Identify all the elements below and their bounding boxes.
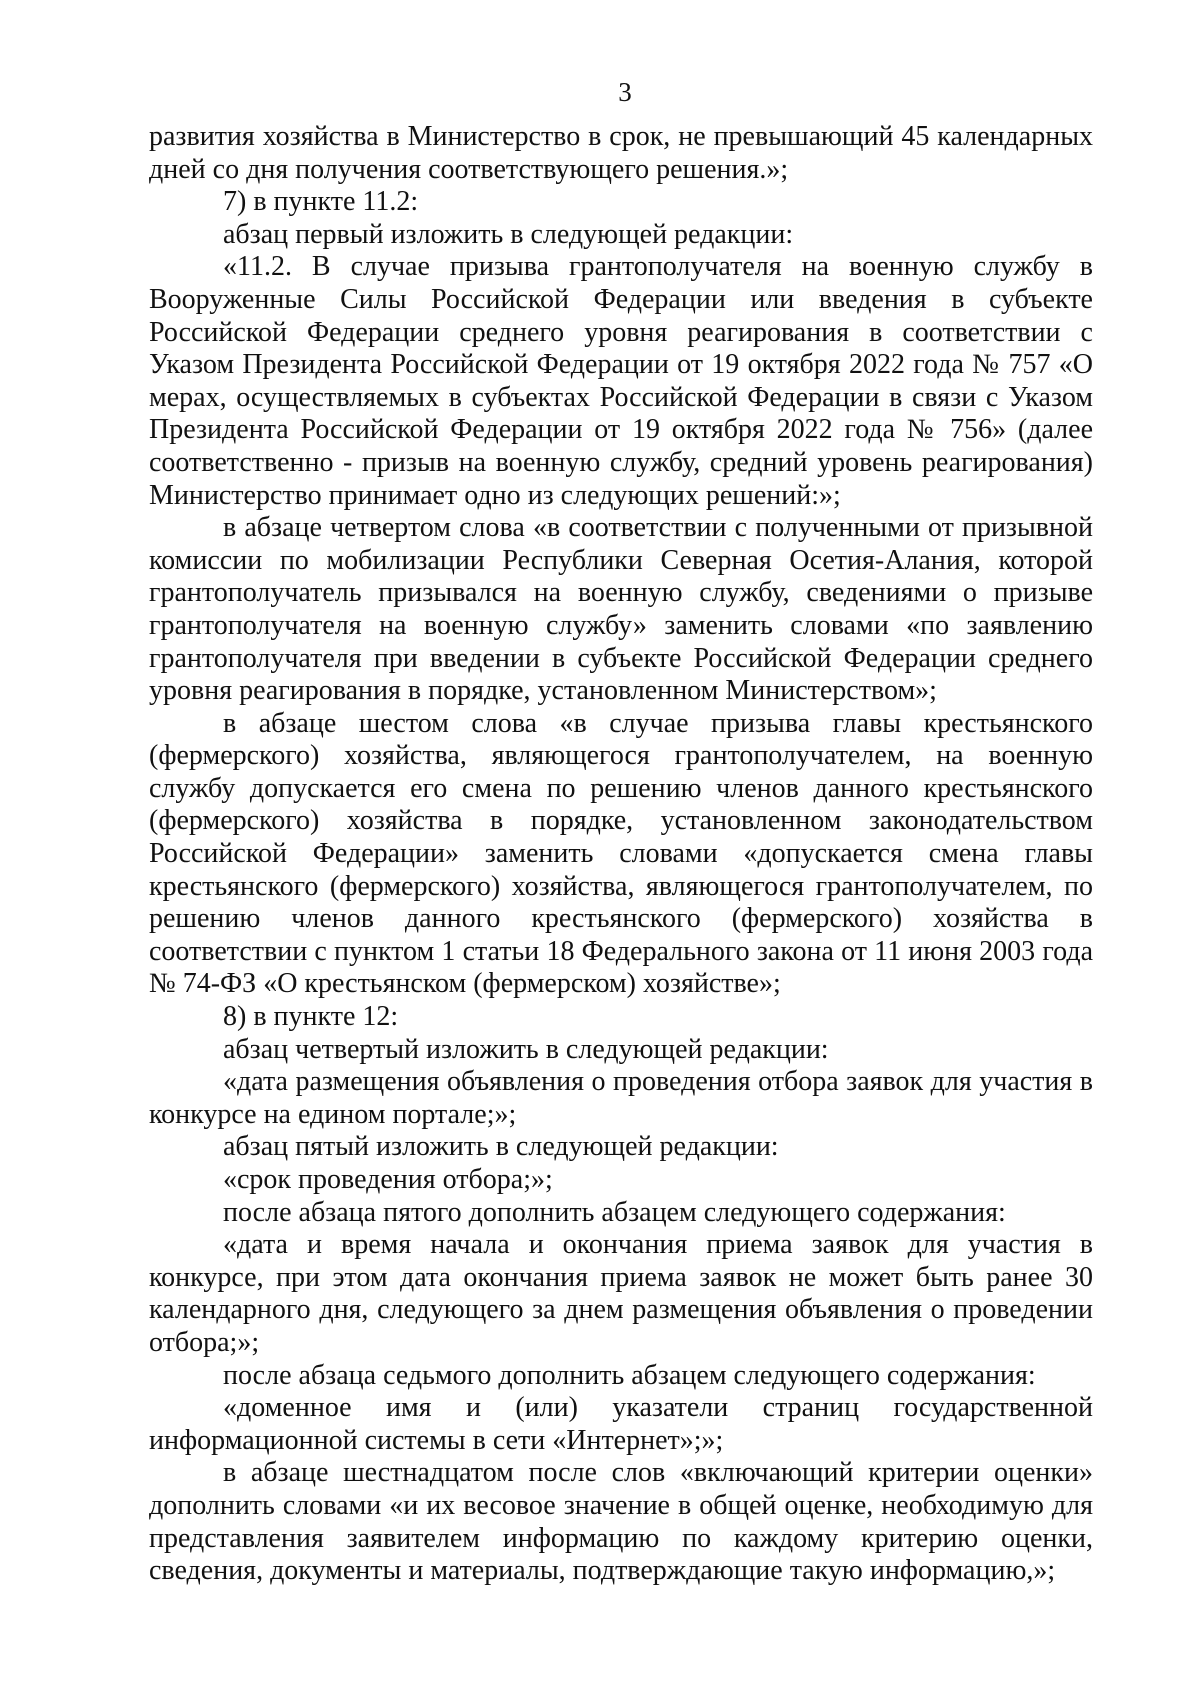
paragraph: абзац первый изложить в следующей редакции: — [223, 218, 794, 250]
paragraph: «дата размещения объявления о проведения отбора заявок для участия в конкурсе на едином портале;»; — [149, 1066, 1093, 1130]
paragraph-quote-11-2: «11.2. В случае призыва грантополучателя на военную службу в Вооруженные Силы Российской Федерации или введения в субъекте Российской Федерации среднего уровня реагирования в соответствии с Указом Президента Российской Федерации от 19 октября 2022 года № 757 «О мерах, осуществляемых в субъектах Российской Федерации в связи с Указом Президента Российской Федерации от 19 октября 2022 года № 756» (далее соответственно - призыв на военную службу, средний уровень реагирования) Министерство принимает одно из следующих решений:»; — [149, 251, 1093, 511]
paragraph-item-8: 8) в пункте 12: — [223, 1001, 399, 1033]
paragraph: в абзаце шестом слова «в случае призыва главы крестьянского (фермерского) хозяйства, являющегося грантополучателем, на военную службу допускается его смена по решению членов данного крестьянского (фермерского) хозяйства в порядке, установленном законодательством Российской Федерации» заменить словами «допускается смена главы крестьянского (фермерского) хозяйства, являющегося грантополучателем, по решению членов данного крестьянского (фермерского) хозяйства в соответствии с пунктом 1 статьи 18 Федерального закона от 11 июня 2003 года № 74-ФЗ «О крестьянском (фермерском) хозяйстве»; — [149, 707, 1093, 1000]
paragraph-item-7: 7) в пункте 11.2: — [223, 186, 419, 218]
paragraph: в абзаце шестнадцатом после слов «включающий критерии оценки» дополнить словами «и их весовое значение в общей оценке, необходимую для представления заявителем информацию по каждому критерию оценки, сведения, документы и материалы, подтверждающие такую информацию,»; — [149, 1457, 1093, 1587]
paragraph: «срок проведения отбора;»; — [223, 1164, 553, 1195]
paragraph: после абзаца седьмого дополнить абзацем следующего содержания: — [223, 1359, 1036, 1391]
paragraph: абзац четвертый изложить в следующей редакции: — [223, 1033, 829, 1065]
paragraph: после абзаца пятого дополнить абзацем следующего содержания: — [223, 1196, 1006, 1228]
page-number: 3 — [618, 77, 632, 107]
paragraph: в абзаце четвертом слова «в соответствии с полученными от призывной комиссии по мобилизации Республики Северная Осетия-Алания, которой грантополучатель призывался на военную службу, сведениями о призыве грантополучателя на военную службу» заменить словами «по заявлению грантополучателя при введении в субъекте Российской Федерации среднего уровня реагирования в порядке, установленном Министерством»; — [149, 512, 1093, 707]
paragraph: «доменное имя и (или) указатели страниц государственной информационной системы в сети «Интернет»;»; — [149, 1392, 1093, 1456]
paragraph: «дата и время начала и окончания приема заявок для участия в конкурсе, при этом дата окончания приема заявок не может быть ранее 30 календарного дня, следующего за днем размещения объявления о проведении отбора;»; — [149, 1229, 1093, 1358]
paragraph: абзац пятый изложить в следующей редакции: — [223, 1131, 779, 1163]
document-body — [149, 121, 1093, 1588]
paragraph-continuation: развития хозяйства в Министерство в срок, не превышающий 45 календарных дней со дня получения соответствующего решения.»; — [149, 121, 1093, 185]
